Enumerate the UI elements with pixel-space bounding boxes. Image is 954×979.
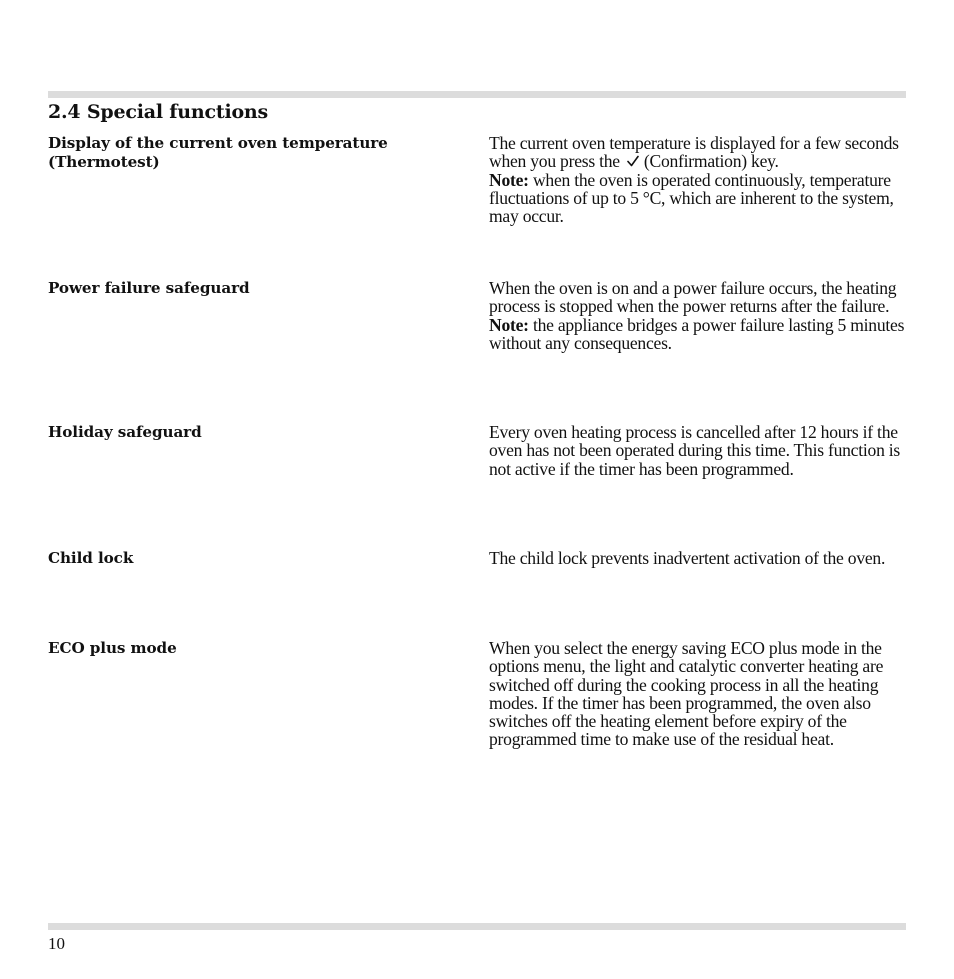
top-divider [48, 91, 906, 98]
function-term: Child lock [48, 549, 134, 567]
function-term: Display of the current oven temperature (Thermotest) [48, 134, 388, 171]
note-label: Note: [489, 169, 529, 190]
bottom-divider [48, 923, 906, 930]
function-description: When you select the energy saving ECO plus mode in the options menu, the light and catalytic converter heating are switched off during the cooking process in all the heating modes. If the timer has been programmed, the oven also switches off the heating element before expiry of the programmed time to make use of the residual heat. [489, 638, 884, 750]
function-term: Holiday safeguard [48, 423, 202, 441]
function-description: The child lock prevents inadvertent activation of the oven. [489, 548, 886, 568]
function-description [489, 279, 909, 352]
function-description [489, 134, 909, 225]
note-label: Note: [489, 314, 529, 335]
function-term: ECO plus mode [48, 639, 177, 657]
description-text: When the oven is on and a power failure occurs, the heating process is stopped when the power returns after the failure. [489, 278, 897, 317]
page-number: 10 [48, 934, 65, 953]
section-title: 2.4 Special functions [48, 101, 269, 123]
function-description: Every oven heating process is cancelled after 12 hours if the oven has not been operated during this time. This function is not active if the timer has been programmed. [489, 422, 900, 479]
note-text: when the oven is operated continuously, temperature fluctuations of up to 5 °C, which are inherent to the system, may occur. [489, 169, 894, 227]
description-text: (Confirmation) key. [643, 151, 779, 172]
check-icon [626, 154, 640, 168]
note-text: the appliance bridges a power failure lasting 5 minutes without any consequences. [489, 314, 905, 353]
description-text: The current oven temperature is displayed for a few seconds when you press the [489, 133, 899, 172]
function-term: Power failure safeguard [48, 279, 250, 297]
